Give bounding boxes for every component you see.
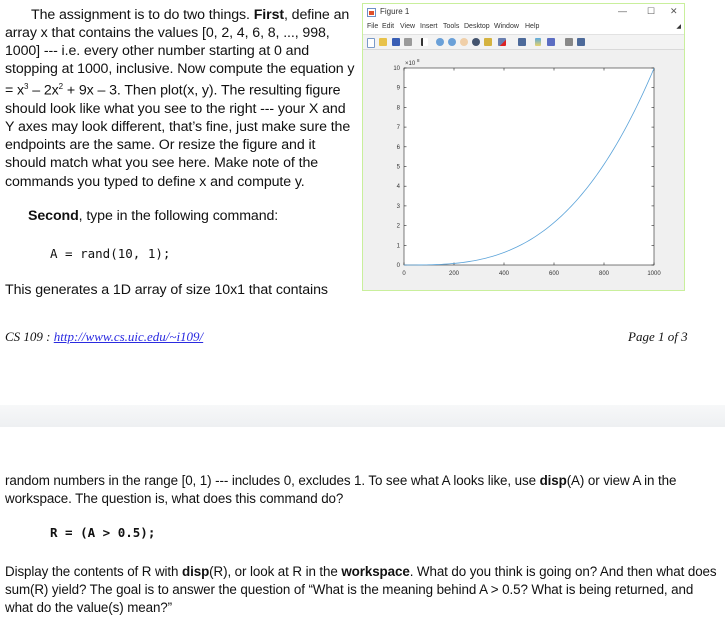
figure-title-bar[interactable]: [363, 4, 684, 22]
y-tick-label: 5: [396, 164, 400, 171]
menu-help[interactable]: Help: [525, 23, 540, 30]
matlab-figure-icon: [367, 8, 376, 17]
x-tick-label: 400: [498, 271, 510, 277]
intro-text: + 9x – 3. Then plot(x, y). The resulting figure should look like what you see to the right --- your X and Y axes may look different, that’s fine, just make sure the endpoints are the same. Or resize the figure and it should match what you see here. Make note of the commands you typed to define x and compute y.: [5, 83, 351, 190]
y-tick-label: 4: [396, 184, 400, 191]
second-instruction: [28, 207, 358, 225]
intro-text: The assignment is to do two things.: [31, 7, 254, 23]
maximize-button[interactable]: ☐: [647, 6, 656, 16]
figure-menu-bar: [363, 22, 684, 34]
page-footer-course: [5, 329, 203, 345]
save-icon[interactable]: [392, 38, 400, 46]
exponent-3: 3: [24, 82, 29, 92]
x-tick-label: 800: [598, 271, 610, 277]
legend-icon[interactable]: [547, 38, 555, 46]
line-chart[interactable]: [363, 50, 684, 290]
code-comparison: R = (A > 0.5);: [50, 525, 156, 540]
y-tick-label: 9: [396, 85, 400, 92]
y-tick-label: 10: [393, 66, 400, 72]
matlab-figure-window[interactable]: [362, 3, 685, 291]
pointer-icon[interactable]: [421, 38, 428, 46]
paragraph-text: . What do you think is going on? And then what does sum(R) yield? The goal is to answer the question of “What is the meaning behind A > 0.5? What is being returned, and what do the value(s) mean?”: [5, 564, 717, 616]
y-tick-label: 2: [396, 223, 400, 230]
code-rand: A = rand(10, 1);: [50, 246, 171, 261]
disp-keyword: disp: [539, 473, 567, 488]
colorbar-icon[interactable]: [535, 38, 541, 46]
dock-arrow-icon[interactable]: ◢: [676, 24, 681, 30]
second-text: , type in the following command:: [78, 208, 279, 224]
close-button[interactable]: ✕: [670, 6, 678, 16]
menu-view[interactable]: View: [400, 23, 416, 30]
y-tick-label: 7: [396, 125, 400, 132]
x-tick-label: 200: [448, 271, 460, 277]
rand-explanation-paragraph: [5, 472, 720, 508]
new-figure-icon[interactable]: [367, 38, 375, 48]
y-tick-label: 8: [396, 105, 400, 112]
disp-keyword: disp: [182, 564, 210, 579]
open-file-icon[interactable]: [379, 38, 387, 46]
rotate-icon[interactable]: [472, 38, 480, 46]
paragraph-text: random numbers in the range [0, 1) --- includes 0, excludes 1. To see what A looks like, use: [5, 473, 540, 488]
course-label: CS 109 :: [5, 329, 54, 344]
menu-window[interactable]: Window: [494, 23, 519, 30]
x-tick-label: 600: [548, 271, 560, 277]
y-tick-label: 0: [396, 263, 400, 269]
zoom-in-icon[interactable]: [436, 38, 444, 46]
y-tick-label: 1: [396, 243, 400, 250]
page-separator: [0, 405, 725, 427]
plot-area[interactable]: [363, 50, 684, 290]
exponent-2: 2: [58, 82, 64, 92]
hide-plot-tools-icon[interactable]: [565, 38, 573, 46]
paragraph-text: (A) or view A in the workspace. The question is, what does this command do?: [5, 473, 677, 507]
intro-text: – 2x: [28, 83, 59, 100]
figure-title: Figure 1: [380, 7, 410, 16]
brush-icon[interactable]: [498, 38, 506, 46]
y-exponent-label: ×10: [405, 61, 416, 67]
minimize-button[interactable]: —: [618, 6, 627, 16]
intro-text: , define an array x that contains the values [0, 2, 4, 6, 8, ..., 998, 1000] --- i.e. every other number starting at 0 and stopping at 1000, inclusive. Now compute the equation y = x: [5, 7, 355, 100]
paragraph-text: Display the contents of R with: [5, 564, 183, 579]
show-plot-tools-icon[interactable]: [577, 38, 585, 46]
display-question-paragraph: [5, 563, 720, 617]
print-icon[interactable]: [404, 38, 412, 46]
second-label: Second: [28, 208, 79, 224]
workspace-keyword: workspace: [341, 564, 410, 579]
y-tick-label: 3: [396, 203, 400, 210]
zoom-out-icon[interactable]: [448, 38, 456, 46]
axes-box: [404, 68, 654, 265]
menu-edit[interactable]: Edit: [382, 23, 395, 30]
pan-icon[interactable]: [460, 38, 468, 46]
figure-toolbar: [363, 34, 684, 50]
link-plot-icon[interactable]: [518, 38, 526, 46]
menu-insert[interactable]: Insert: [420, 23, 438, 30]
paragraph-text: (R), or look at R in the: [209, 564, 342, 579]
menu-desktop[interactable]: Desktop: [464, 23, 490, 30]
generates-text: This generates a 1D array of size 10x1 that contains: [5, 282, 328, 298]
y-tick-label: 6: [396, 144, 400, 151]
y-exponent-power: 8: [417, 58, 420, 63]
page-number: Page 1 of 3: [628, 329, 688, 344]
data-cursor-icon[interactable]: [484, 38, 492, 46]
x-tick-label: 0: [402, 271, 406, 277]
first-label: First: [253, 7, 284, 23]
course-link[interactable]: http://www.cs.uic.edu/~i109/: [53, 329, 204, 344]
x-tick-label: 1000: [647, 271, 661, 277]
intro-paragraph: [5, 6, 355, 191]
menu-file[interactable]: File: [367, 23, 379, 30]
menu-tools[interactable]: Tools: [443, 23, 460, 30]
